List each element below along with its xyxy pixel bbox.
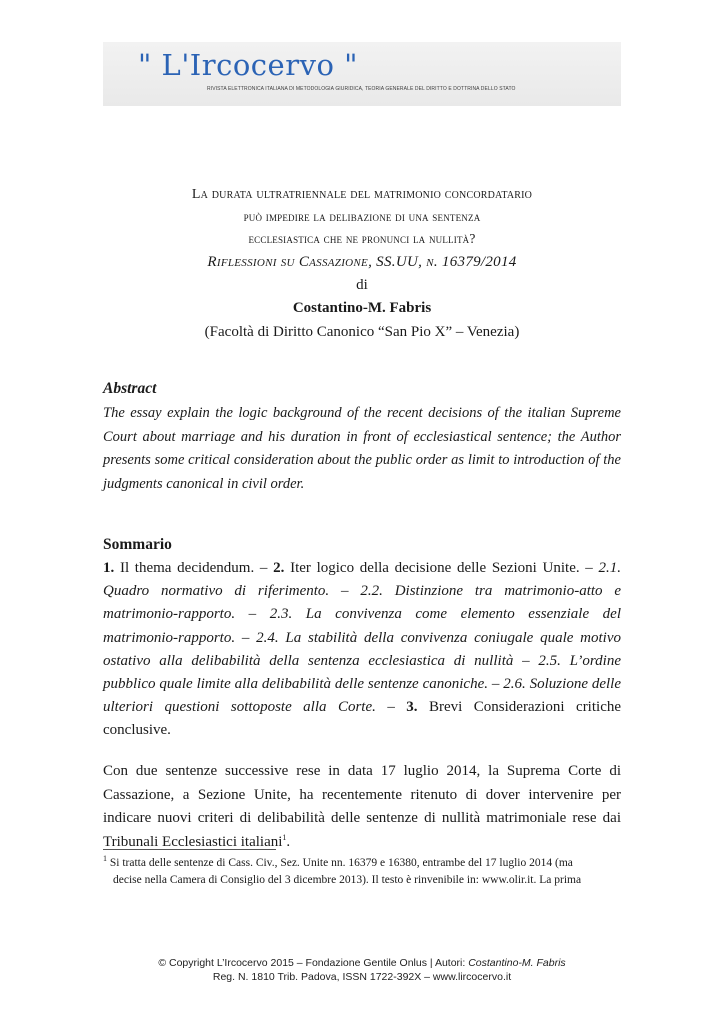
- title-line-2: può impedire la delibazione di una sentenza: [243, 209, 481, 224]
- section-number: 2.: [273, 560, 285, 576]
- footnote: [103, 855, 621, 889]
- sommario-text: [103, 557, 621, 743]
- footnote-divider: [103, 849, 276, 850]
- sommario-heading: Sommario: [103, 536, 172, 553]
- page-footer: [103, 956, 621, 984]
- section-number: 2.4.: [256, 629, 279, 646]
- title-line-1: La durata ultratriennale del matrimonio concordatario: [191, 187, 533, 202]
- paragraph-end: .: [286, 833, 291, 850]
- section-number: 2.3.: [269, 606, 293, 623]
- section-title: Distinzione tra matrimonio-atto e matrimonio-rapporto.: [103, 583, 622, 623]
- paragraph-text: Con due sentenze successive rese in data 17 luglio 2014, la Suprema Corte di Cassazione, a Sezione Unite, ha recentemente ritenuto di dover intervenire per indicare nuovi criteri di delibabilità delle sentenze di nullità matrimoniale rese dai Tribunali Ecclesiastici italiani: [103, 763, 621, 850]
- section-number: 2.5.: [538, 652, 561, 669]
- footnote-line-2: decise nella Camera di Consiglio del 3 dicembre 2013). Il testo è rinvenibile in: www.olir.it. La prima: [113, 874, 582, 886]
- footnote-number: 1: [103, 854, 107, 864]
- separator: –: [488, 676, 504, 693]
- body-paragraph: [103, 760, 621, 854]
- section-title: Quadro normativo di riferimento.: [103, 583, 330, 600]
- section-number: 2.2.: [360, 583, 383, 600]
- separator: –: [329, 583, 361, 600]
- footer-author: Costantino-M. Fabris: [468, 957, 566, 969]
- copyright-text: © Copyright L’Ircocervo 2015 – Fondazione Gentile Onlus | Autori:: [158, 957, 469, 969]
- author-name: Costantino-M. Fabris: [292, 300, 432, 316]
- footnote-reference[interactable]: 1: [282, 832, 287, 842]
- section-title: L’ordine pubblico quale limite alla delibabilità delle sentenze canoniche.: [103, 652, 621, 693]
- section-title: La stabilità della convivenza coniugale quale motivo ostativo alla delibabilità della sentenza ecclesiastica di nullità: [103, 629, 621, 669]
- footnote-line-1: [103, 855, 621, 872]
- section-title: La convivenza come elemento essenziale del matrimonio-rapporto.: [103, 606, 621, 646]
- section-title: Brevi Considerazioni critiche conclusive.: [103, 699, 622, 739]
- journal-subtitle: RIVISTA ELETTRONICA ITALIANA DI METODOLOGIA GIURIDICA, TEORIA GENERALE DEL DIRITTO E DOTTRINA DELLO STATO: [207, 86, 516, 92]
- section-number: 2.1.: [598, 560, 621, 576]
- copyright-line: [103, 956, 621, 970]
- registration-line: Reg. N. 1810 Trib. Padova, ISSN 1722-392X – www.lircocervo.it: [212, 971, 512, 983]
- journal-header-banner: [103, 42, 621, 106]
- author-affiliation: (Facoltà di Diritto Canonico “San Pio X” – Venezia): [204, 324, 520, 340]
- section-title: Soluzione delle ulteriori questioni sottoposte alla Corte.: [103, 676, 622, 716]
- section-title: Il thema decidendum. –: [114, 560, 274, 576]
- article-title-block: [103, 184, 621, 344]
- journal-logo: " L'Ircocervo ": [138, 48, 358, 82]
- separator: –: [513, 652, 539, 669]
- section-number: 2.6.: [503, 676, 526, 693]
- by-word: di: [356, 277, 368, 293]
- separator: –: [235, 629, 257, 646]
- abstract-heading: Abstract: [103, 380, 157, 397]
- section-title: Iter logico della decisione delle Sezioni Unite. –: [284, 560, 599, 576]
- footnote-text: Si tratta delle sentenze di Cass. Civ., Sez. Unite nn. 16379 e 16380, entrambe del 17 luglio 2014 (ma: [107, 857, 573, 869]
- article-subtitle: Riflessioni su Cassazione, SS.UU, n. 16379/2014: [207, 254, 517, 270]
- title-line-3: ecclesiastica che ne pronunci la nullità?: [248, 231, 476, 246]
- abstract-text: The essay explain the logic background of the recent decisions of the italian Supreme Court about marriage and his duration in front of ecclesiastical sentence; the Author presents some critical consideration about the public order as limit to introduction of the judgments canonical in civil order.: [103, 405, 621, 492]
- section-number: 3.: [406, 699, 418, 716]
- separator: –: [235, 606, 270, 623]
- separator: –: [375, 699, 407, 716]
- section-number: 1.: [103, 560, 115, 576]
